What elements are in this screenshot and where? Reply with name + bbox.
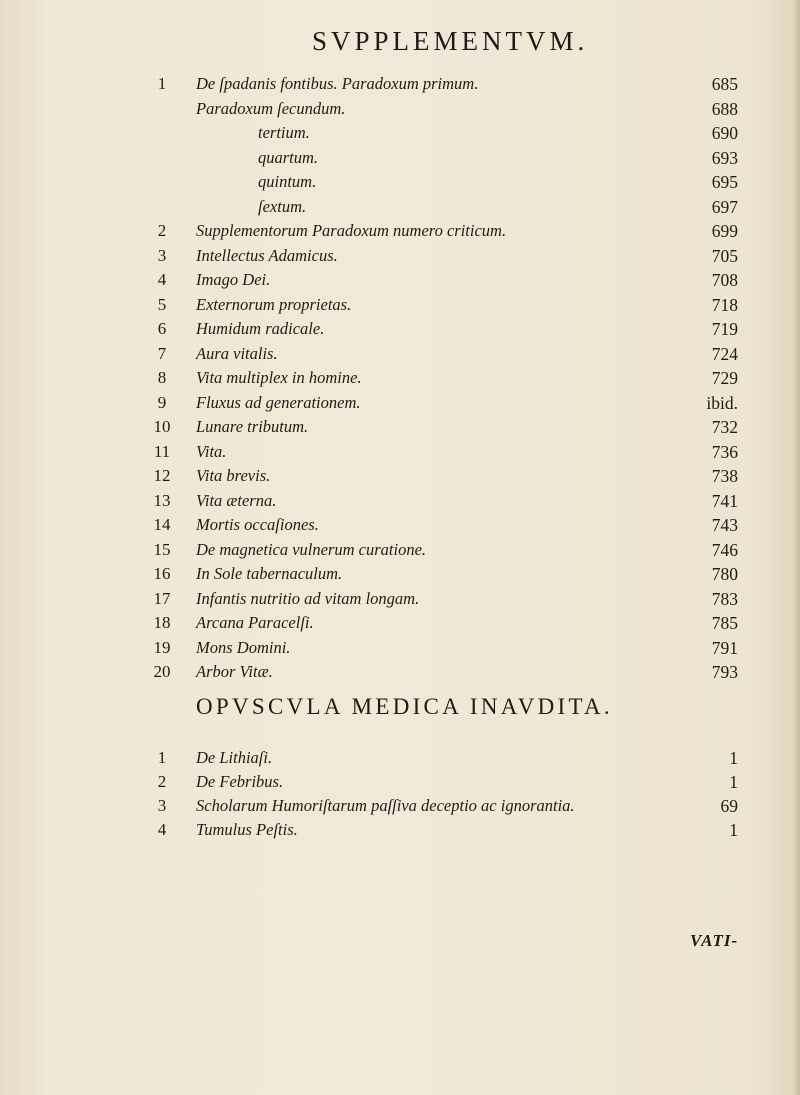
- entry-title: In Sole tabernaculum.: [196, 564, 343, 583]
- entry-page: 1: [729, 772, 738, 792]
- entry-page: 69: [720, 796, 738, 816]
- toc-row: [0, 817, 800, 843]
- entry-title: Arbor Vitæ.: [196, 662, 273, 681]
- toc-row: [0, 414, 800, 440]
- toc-row: [0, 793, 800, 819]
- entry-title: Infantis nutritio ad vitam longam.: [196, 588, 420, 608]
- entry-number: 5: [157, 294, 167, 314]
- entry-number: 18: [153, 613, 171, 632]
- toc-row: [0, 243, 800, 269]
- entry-title: Supplementorum Paradoxum numero criticum.: [196, 221, 507, 240]
- toc-row: [0, 586, 800, 612]
- entry-page: 705: [711, 245, 738, 266]
- entry-page: 1: [729, 820, 738, 840]
- entry-title: De ſpadanis fontibus. Paradoxum primum.: [196, 74, 479, 93]
- toc-row: [0, 267, 800, 293]
- entry-page: 1: [729, 748, 738, 768]
- entry-number: 16: [153, 564, 171, 583]
- entry-title: quintum.: [258, 172, 317, 191]
- toc-row: [0, 439, 800, 465]
- toc-row: [0, 745, 800, 771]
- entry-number: 17: [153, 588, 171, 608]
- entry-title: Paradoxum ſecundum.: [196, 98, 346, 118]
- toc-row: [0, 365, 800, 391]
- toc-row: [0, 145, 800, 171]
- entry-title: De Febribus.: [196, 772, 284, 791]
- entry-number: 6: [157, 319, 167, 338]
- entry-number: 9: [157, 392, 167, 412]
- entry-title: Externorum proprietas.: [196, 294, 352, 314]
- entry-page: 690: [711, 123, 738, 143]
- entry-number: 15: [153, 539, 171, 559]
- entry-page: ibid.: [706, 392, 738, 413]
- toc-row: [0, 194, 800, 220]
- entry-page: 785: [711, 613, 738, 633]
- entry-title: Vita multiplex in homine.: [196, 368, 362, 387]
- page-title: SVPPLEMENTVM.: [312, 26, 589, 56]
- entry-page: 697: [711, 196, 738, 217]
- entry-page: 743: [711, 515, 738, 535]
- toc-row: [0, 537, 800, 563]
- toc-row: [0, 488, 800, 514]
- entry-number: 2: [157, 221, 167, 240]
- entry-title: Vita brevis.: [196, 466, 271, 485]
- toc-row: [0, 71, 800, 97]
- entry-page: 791: [711, 637, 738, 658]
- entry-number: 2: [157, 772, 167, 791]
- toc-row: [0, 512, 800, 538]
- entry-number: 11: [153, 441, 171, 461]
- entry-number: 4: [157, 270, 167, 289]
- toc-row: [0, 769, 800, 795]
- toc-row: [0, 561, 800, 587]
- entry-number: 20: [153, 662, 171, 681]
- entry-page: 699: [711, 221, 738, 241]
- entry-title: Humidum radicale.: [196, 319, 325, 338]
- entry-page: 738: [711, 466, 738, 486]
- entry-title: Vita.: [196, 441, 227, 461]
- toc-row: [0, 610, 800, 636]
- toc-row: [0, 169, 800, 195]
- entry-title: Imago Dei.: [196, 270, 271, 289]
- entry-title: quartum.: [258, 147, 319, 167]
- entry-number: 19: [153, 637, 171, 657]
- entry-page: 693: [711, 147, 738, 168]
- entry-page: 783: [711, 588, 738, 609]
- entry-number: 3: [157, 796, 167, 815]
- entry-page: 732: [711, 417, 738, 437]
- entry-number: 13: [153, 490, 171, 510]
- toc-row: [0, 635, 800, 661]
- entry-page: 688: [711, 98, 738, 119]
- toc-row: [0, 218, 800, 244]
- entry-title: De magnetica vulnerum curatione.: [196, 539, 427, 559]
- entry-title: Lunare tributum.: [196, 417, 309, 436]
- entry-number: 14: [153, 515, 171, 534]
- entry-number: 10: [153, 417, 171, 436]
- entry-number: 4: [157, 820, 167, 839]
- entry-title: Tumulus Peſtis.: [196, 820, 298, 839]
- entry-page: 685: [711, 74, 738, 94]
- entry-title: Mons Domini.: [196, 637, 291, 657]
- entry-page: 708: [711, 270, 738, 290]
- entry-title: Scholarum Humoriſtarum paſſiva deceptio ac ignorantia.: [196, 796, 575, 815]
- entry-number: 1: [157, 74, 167, 93]
- entry-title: Vita æterna.: [196, 490, 277, 510]
- catchword: VATI-: [690, 931, 739, 950]
- toc-row: [0, 463, 800, 489]
- entry-page: 741: [711, 490, 738, 511]
- toc-row: [0, 292, 800, 318]
- entry-page: 746: [711, 539, 738, 560]
- toc-row: [0, 96, 800, 122]
- entry-page: 695: [711, 172, 738, 192]
- entry-title: Arcana Paracelſi.: [196, 613, 314, 632]
- entry-page: 719: [711, 319, 738, 339]
- entry-page: 793: [711, 662, 738, 682]
- toc-row: [0, 120, 800, 146]
- entry-number: 12: [153, 466, 171, 485]
- entry-title: De Lithiaſi.: [196, 748, 273, 767]
- entry-number: 3: [157, 245, 167, 265]
- entry-title: Intellectus Adamicus.: [196, 245, 338, 265]
- entry-number: 1: [157, 748, 167, 767]
- entry-title: Aura vitalis.: [196, 343, 278, 363]
- entry-page: 724: [711, 343, 738, 364]
- entry-title: Mortis occaſiones.: [196, 515, 319, 534]
- entry-page: 718: [711, 294, 738, 315]
- entry-page: 729: [711, 368, 738, 388]
- toc-row: [0, 341, 800, 367]
- toc-row: [0, 390, 800, 416]
- toc-row: [0, 659, 800, 685]
- entry-title: Fluxus ad generationem.: [196, 392, 361, 412]
- toc-row: [0, 316, 800, 342]
- entry-number: 8: [157, 368, 167, 387]
- opuscula-heading: OPVSCVLA MEDICA INAVDITA.: [196, 694, 613, 719]
- entry-title: ſextum.: [258, 196, 307, 216]
- entry-number: 7: [157, 343, 167, 363]
- entry-page: 780: [711, 564, 738, 584]
- entry-title: tertium.: [258, 123, 310, 142]
- entry-page: 736: [711, 441, 738, 462]
